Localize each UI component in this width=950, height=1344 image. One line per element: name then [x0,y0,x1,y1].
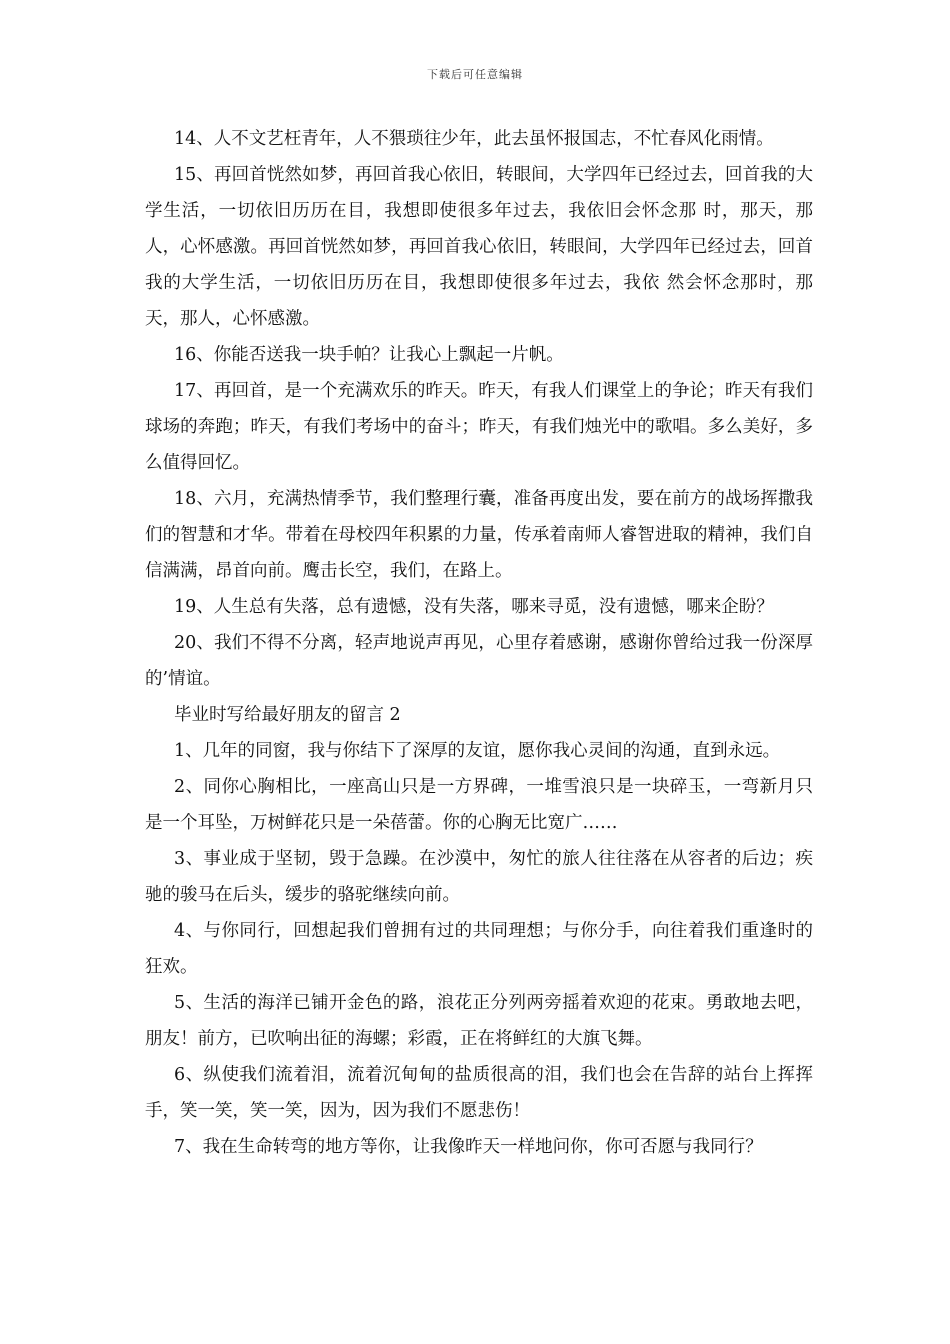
paragraph-4: 4、与你同行，回想起我们曾拥有过的共同理想；与你分手，向往着我们重逢时的狂欢。 [145,921,813,977]
paragraph-18: 18、六月，充满热情季节，我们整理行囊，准备再度出发，要在前方的战场挥撒我们的智慧和才华。带着在母校四年积累的力量，传承着南师人睿智进取的精神，我们自信满满，昂首向前。鹰击长空，我们，在路上。 [145,489,813,581]
paragraph-2: 2、同你心胸相比，一座高山只是一方界碑，一堆雪浪只是一块碎玉，一弯新月只是一个耳坠，万树鲜花只是一朵蓓蕾。你的心胸无比宽广…… [145,777,813,833]
paragraph-20: 20、我们不得不分离，轻声地说声再见，心里存着感谢，感谢你曾给过我一份深厚的’情谊。 [145,633,813,689]
page-header: 下载后可任意编辑 [427,68,523,81]
paragraph-5: 5、生活的海洋已铺开金色的路，浪花正分列两旁摇着欢迎的花束。勇敢地去吧，朋友！前方，已吹响出征的海螺；彩霞，正在将鲜红的大旗飞舞。 [145,993,813,1049]
paragraph-6: 6、纵使我们流着泪，流着沉甸甸的盐质很高的泪，我们也会在告辞的站台上挥挥手，笑一笑，笑一笑，因为，因为我们不愿悲伤！ [145,1065,813,1121]
paragraph-19: 19、人生总有失落，总有遗憾，没有失落，哪来寻觅，没有遗憾，哪来企盼？ [174,597,774,617]
paragraph-16: 16、你能否送我一块手帕？让我心上飘起一片帆。 [174,345,564,365]
document-body [145,121,813,1165]
paragraph-14: 14、人不文艺枉青年，人不猥琐往少年，此去虽怀报国志，不忙春风化雨情。 [174,129,774,149]
paragraph-3: 3、事业成于坚韧，毁于急躁。在沙漠中，匆忙的旅人往往落在从容者的后边；疾驰的骏马在后头，缓步的骆驼继续向前。 [145,849,813,905]
paragraph-15: 15、再回首恍然如梦，再回首我心依旧，转眼间，大学四年已经过去，回首我的大学生活，一切依旧历历在目，我想即使很多年过去，我依旧会怀念那 时，那天，那人，心怀感激。再回首恍然如梦，再回首我心依旧，转眼间，大学四年已经过去，回首我的大学生活，一切依旧历历在目，我想即使很多年过去，我依 然会怀念那时，那天，那人，心怀感激。 [145,165,813,329]
paragraph-1: 1、几年的同窗，我与你结下了深厚的友谊，愿你我心灵间的沟通，直到永远。 [174,741,781,761]
paragraph-17: 17、再回首，是一个充满欢乐的昨天。昨天，有我人们课堂上的争论；昨天有我们球场的奔跑；昨天，有我们考场中的奋斗；昨天，有我们烛光中的歌唱。多么美好，多么值得回忆。 [145,381,813,473]
paragraph-7: 7、我在生命转弯的地方等你，让我像昨天一样地问你，你可否愿与我同行？ [174,1137,763,1157]
section-title: 毕业时写给最好朋友的留言 2 [174,705,401,725]
